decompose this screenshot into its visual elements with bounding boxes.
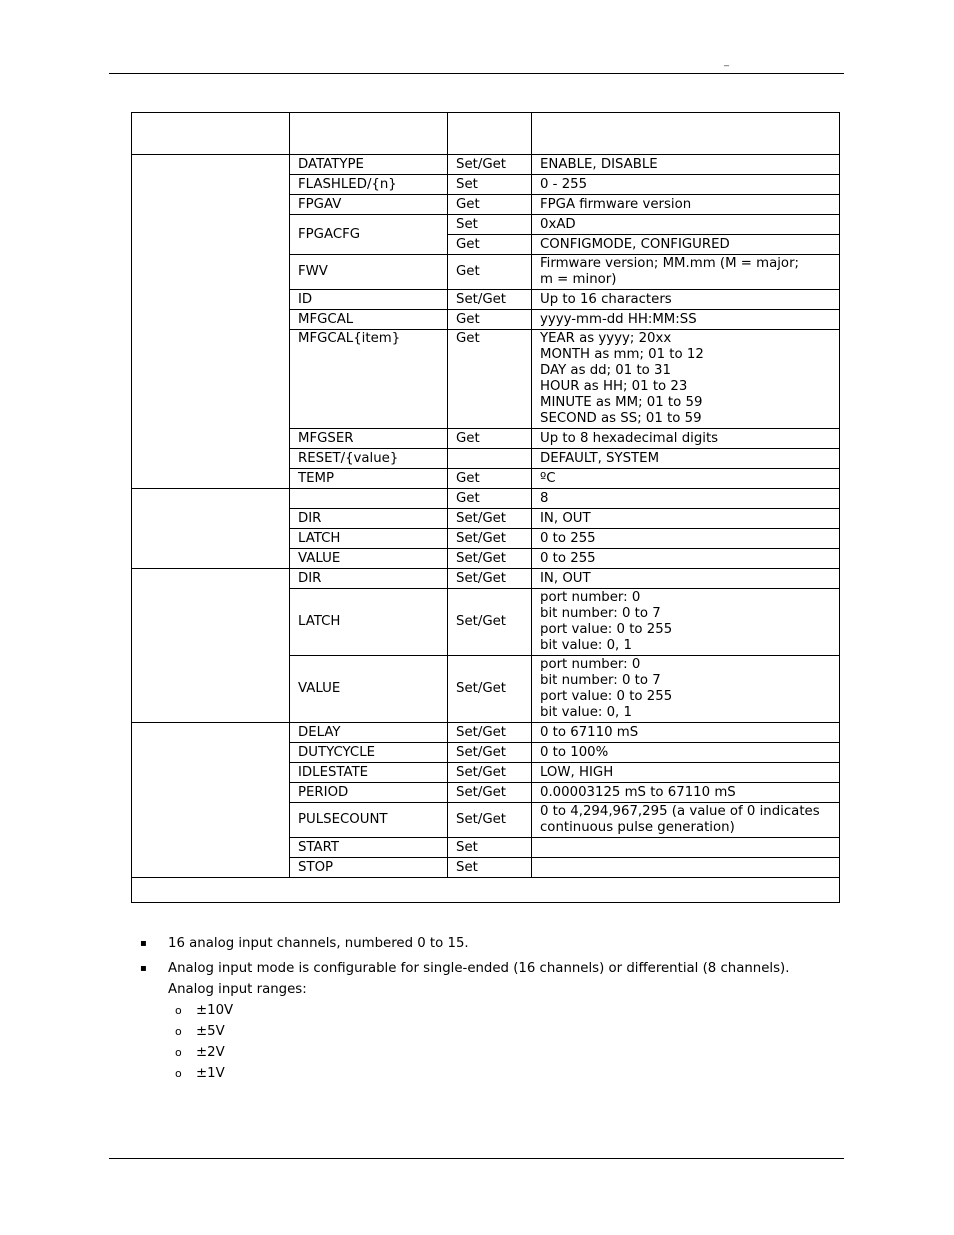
- value-cell: LOW, HIGH: [532, 763, 840, 783]
- property-cell: TEMP: [290, 469, 448, 489]
- circle-bullet-icon: o: [175, 1046, 182, 1059]
- value-cell: port number: 0 bit number: 0 to 7 port value: 0 to 255 bit value: 0, 1: [532, 656, 840, 723]
- table-header-row: [132, 113, 840, 155]
- header-cell: [448, 113, 532, 155]
- property-cell: MFGCAL{item}: [290, 330, 448, 429]
- value-cell: Up to 8 hexadecimal digits: [532, 429, 840, 449]
- value-cell: Firmware version; MM.mm (M = major; m = minor): [532, 255, 840, 290]
- bullet-icon: ▪: [140, 938, 147, 949]
- property-cell: [290, 489, 448, 509]
- value-cell: Up to 16 characters: [532, 290, 840, 310]
- property-cell: FWV: [290, 255, 448, 290]
- group-cell: [132, 723, 290, 878]
- property-cell: DUTYCYCLE: [290, 743, 448, 763]
- access-cell: Set: [448, 215, 532, 235]
- value-cell: CONFIGMODE, CONFIGURED: [532, 235, 840, 255]
- access-cell: Set/Get: [448, 549, 532, 569]
- property-cell: ID: [290, 290, 448, 310]
- list-item-text: Analog input ranges:: [168, 982, 307, 997]
- access-cell: Set/Get: [448, 723, 532, 743]
- value-cell: 0xAD: [532, 215, 840, 235]
- value-cell: FPGA firmware version: [532, 195, 840, 215]
- range-text: ±10V: [196, 1003, 234, 1018]
- access-cell: Get: [448, 195, 532, 215]
- table-row: [132, 723, 840, 743]
- footer-rule: [109, 1158, 844, 1159]
- value-cell: 0 to 4,294,967,295 (a value of 0 indicates continuous pulse generation): [532, 803, 840, 838]
- list-item-text: Analog input mode is configurable for single-ended (16 channels) or differential (8 channels).: [168, 961, 790, 976]
- access-cell: Set/Get: [448, 783, 532, 803]
- header-cell: [532, 113, 840, 155]
- sub-list-item: [140, 1042, 789, 1063]
- access-cell: Set/Get: [448, 509, 532, 529]
- list-item: [140, 958, 789, 1000]
- value-cell: 0 to 255: [532, 529, 840, 549]
- access-cell: Set/Get: [448, 743, 532, 763]
- value-cell: 0 to 67110 mS: [532, 723, 840, 743]
- value-cell: port number: 0 bit number: 0 to 7 port value: 0 to 255 bit value: 0, 1: [532, 589, 840, 656]
- access-cell: Set/Get: [448, 155, 532, 175]
- group-cell: [132, 155, 290, 489]
- access-cell: Set: [448, 858, 532, 878]
- sub-list-item: [140, 1000, 789, 1021]
- sub-list-item: [140, 1063, 789, 1084]
- footer-cell: [132, 878, 840, 903]
- range-text: ±2V: [196, 1045, 225, 1060]
- circle-bullet-icon: o: [175, 1025, 182, 1038]
- value-cell: DEFAULT, SYSTEM: [532, 449, 840, 469]
- table-footer-row: [132, 878, 840, 903]
- value-cell: yyyy-mm-dd HH:MM:SS: [532, 310, 840, 330]
- property-cell: FLASHLED/{n}: [290, 175, 448, 195]
- range-text: ±1V: [196, 1066, 225, 1081]
- value-cell: 0 to 100%: [532, 743, 840, 763]
- property-cell: START: [290, 838, 448, 858]
- value-cell: 0 - 255: [532, 175, 840, 195]
- access-cell: Set/Get: [448, 589, 532, 656]
- value-cell: [532, 838, 840, 858]
- list-item-text: 16 analog input channels, numbered 0 to 15.: [168, 936, 469, 951]
- access-cell: Get: [448, 489, 532, 509]
- range-text: ±5V: [196, 1024, 225, 1039]
- property-cell: FPGAV: [290, 195, 448, 215]
- value-cell: ºC: [532, 469, 840, 489]
- property-cell: PERIOD: [290, 783, 448, 803]
- property-cell: MFGCAL: [290, 310, 448, 330]
- property-cell: STOP: [290, 858, 448, 878]
- property-cell: LATCH: [290, 529, 448, 549]
- group-cell: [132, 489, 290, 569]
- access-cell: Get: [448, 235, 532, 255]
- property-cell: DELAY: [290, 723, 448, 743]
- table-row: [132, 569, 840, 589]
- access-cell: Set/Get: [448, 803, 532, 838]
- access-cell: Set/Get: [448, 290, 532, 310]
- property-table: [131, 112, 840, 903]
- value-cell: [532, 858, 840, 878]
- access-cell: Set/Get: [448, 763, 532, 783]
- bullet-icon: ▪: [140, 963, 147, 974]
- value-cell: 0 to 255: [532, 549, 840, 569]
- value-cell: 0.00003125 mS to 67110 mS: [532, 783, 840, 803]
- list-item: [140, 933, 789, 954]
- property-cell: DIR: [290, 509, 448, 529]
- access-cell: Set/Get: [448, 656, 532, 723]
- property-cell: RESET/{value}: [290, 449, 448, 469]
- access-cell: Get: [448, 429, 532, 449]
- property-cell: DATATYPE: [290, 155, 448, 175]
- value-cell: IN, OUT: [532, 569, 840, 589]
- value-cell: 8: [532, 489, 840, 509]
- value-cell: YEAR as yyyy; 20xx MONTH as mm; 01 to 12 DAY as dd; 01 to 31 HOUR as HH; 01 to 23 MINUTE as MM; 01 to 59 SECOND as SS; 01 to 59: [532, 330, 840, 429]
- property-cell: PULSECOUNT: [290, 803, 448, 838]
- header-rule: [109, 73, 844, 74]
- property-cell: IDLESTATE: [290, 763, 448, 783]
- access-cell: Set: [448, 175, 532, 195]
- access-cell: Get: [448, 255, 532, 290]
- group-cell: [132, 569, 290, 723]
- header-mark: _: [724, 56, 729, 67]
- header-cell: [132, 113, 290, 155]
- table-row: [132, 155, 840, 175]
- access-cell: Get: [448, 330, 532, 429]
- access-cell: Set/Get: [448, 529, 532, 549]
- property-cell: VALUE: [290, 656, 448, 723]
- access-cell: [448, 449, 532, 469]
- circle-bullet-icon: o: [175, 1067, 182, 1080]
- header-cell: [290, 113, 448, 155]
- property-cell: LATCH: [290, 589, 448, 656]
- property-cell: FPGACFG: [290, 215, 448, 255]
- property-cell: DIR: [290, 569, 448, 589]
- table-row: [132, 489, 840, 509]
- value-cell: IN, OUT: [532, 509, 840, 529]
- circle-bullet-icon: o: [175, 1004, 182, 1017]
- feature-list: [140, 933, 789, 1084]
- access-cell: Get: [448, 310, 532, 330]
- property-cell: MFGSER: [290, 429, 448, 449]
- access-cell: Get: [448, 469, 532, 489]
- access-cell: Set: [448, 838, 532, 858]
- value-cell: ENABLE, DISABLE: [532, 155, 840, 175]
- sub-list-item: [140, 1021, 789, 1042]
- access-cell: Set/Get: [448, 569, 532, 589]
- property-cell: VALUE: [290, 549, 448, 569]
